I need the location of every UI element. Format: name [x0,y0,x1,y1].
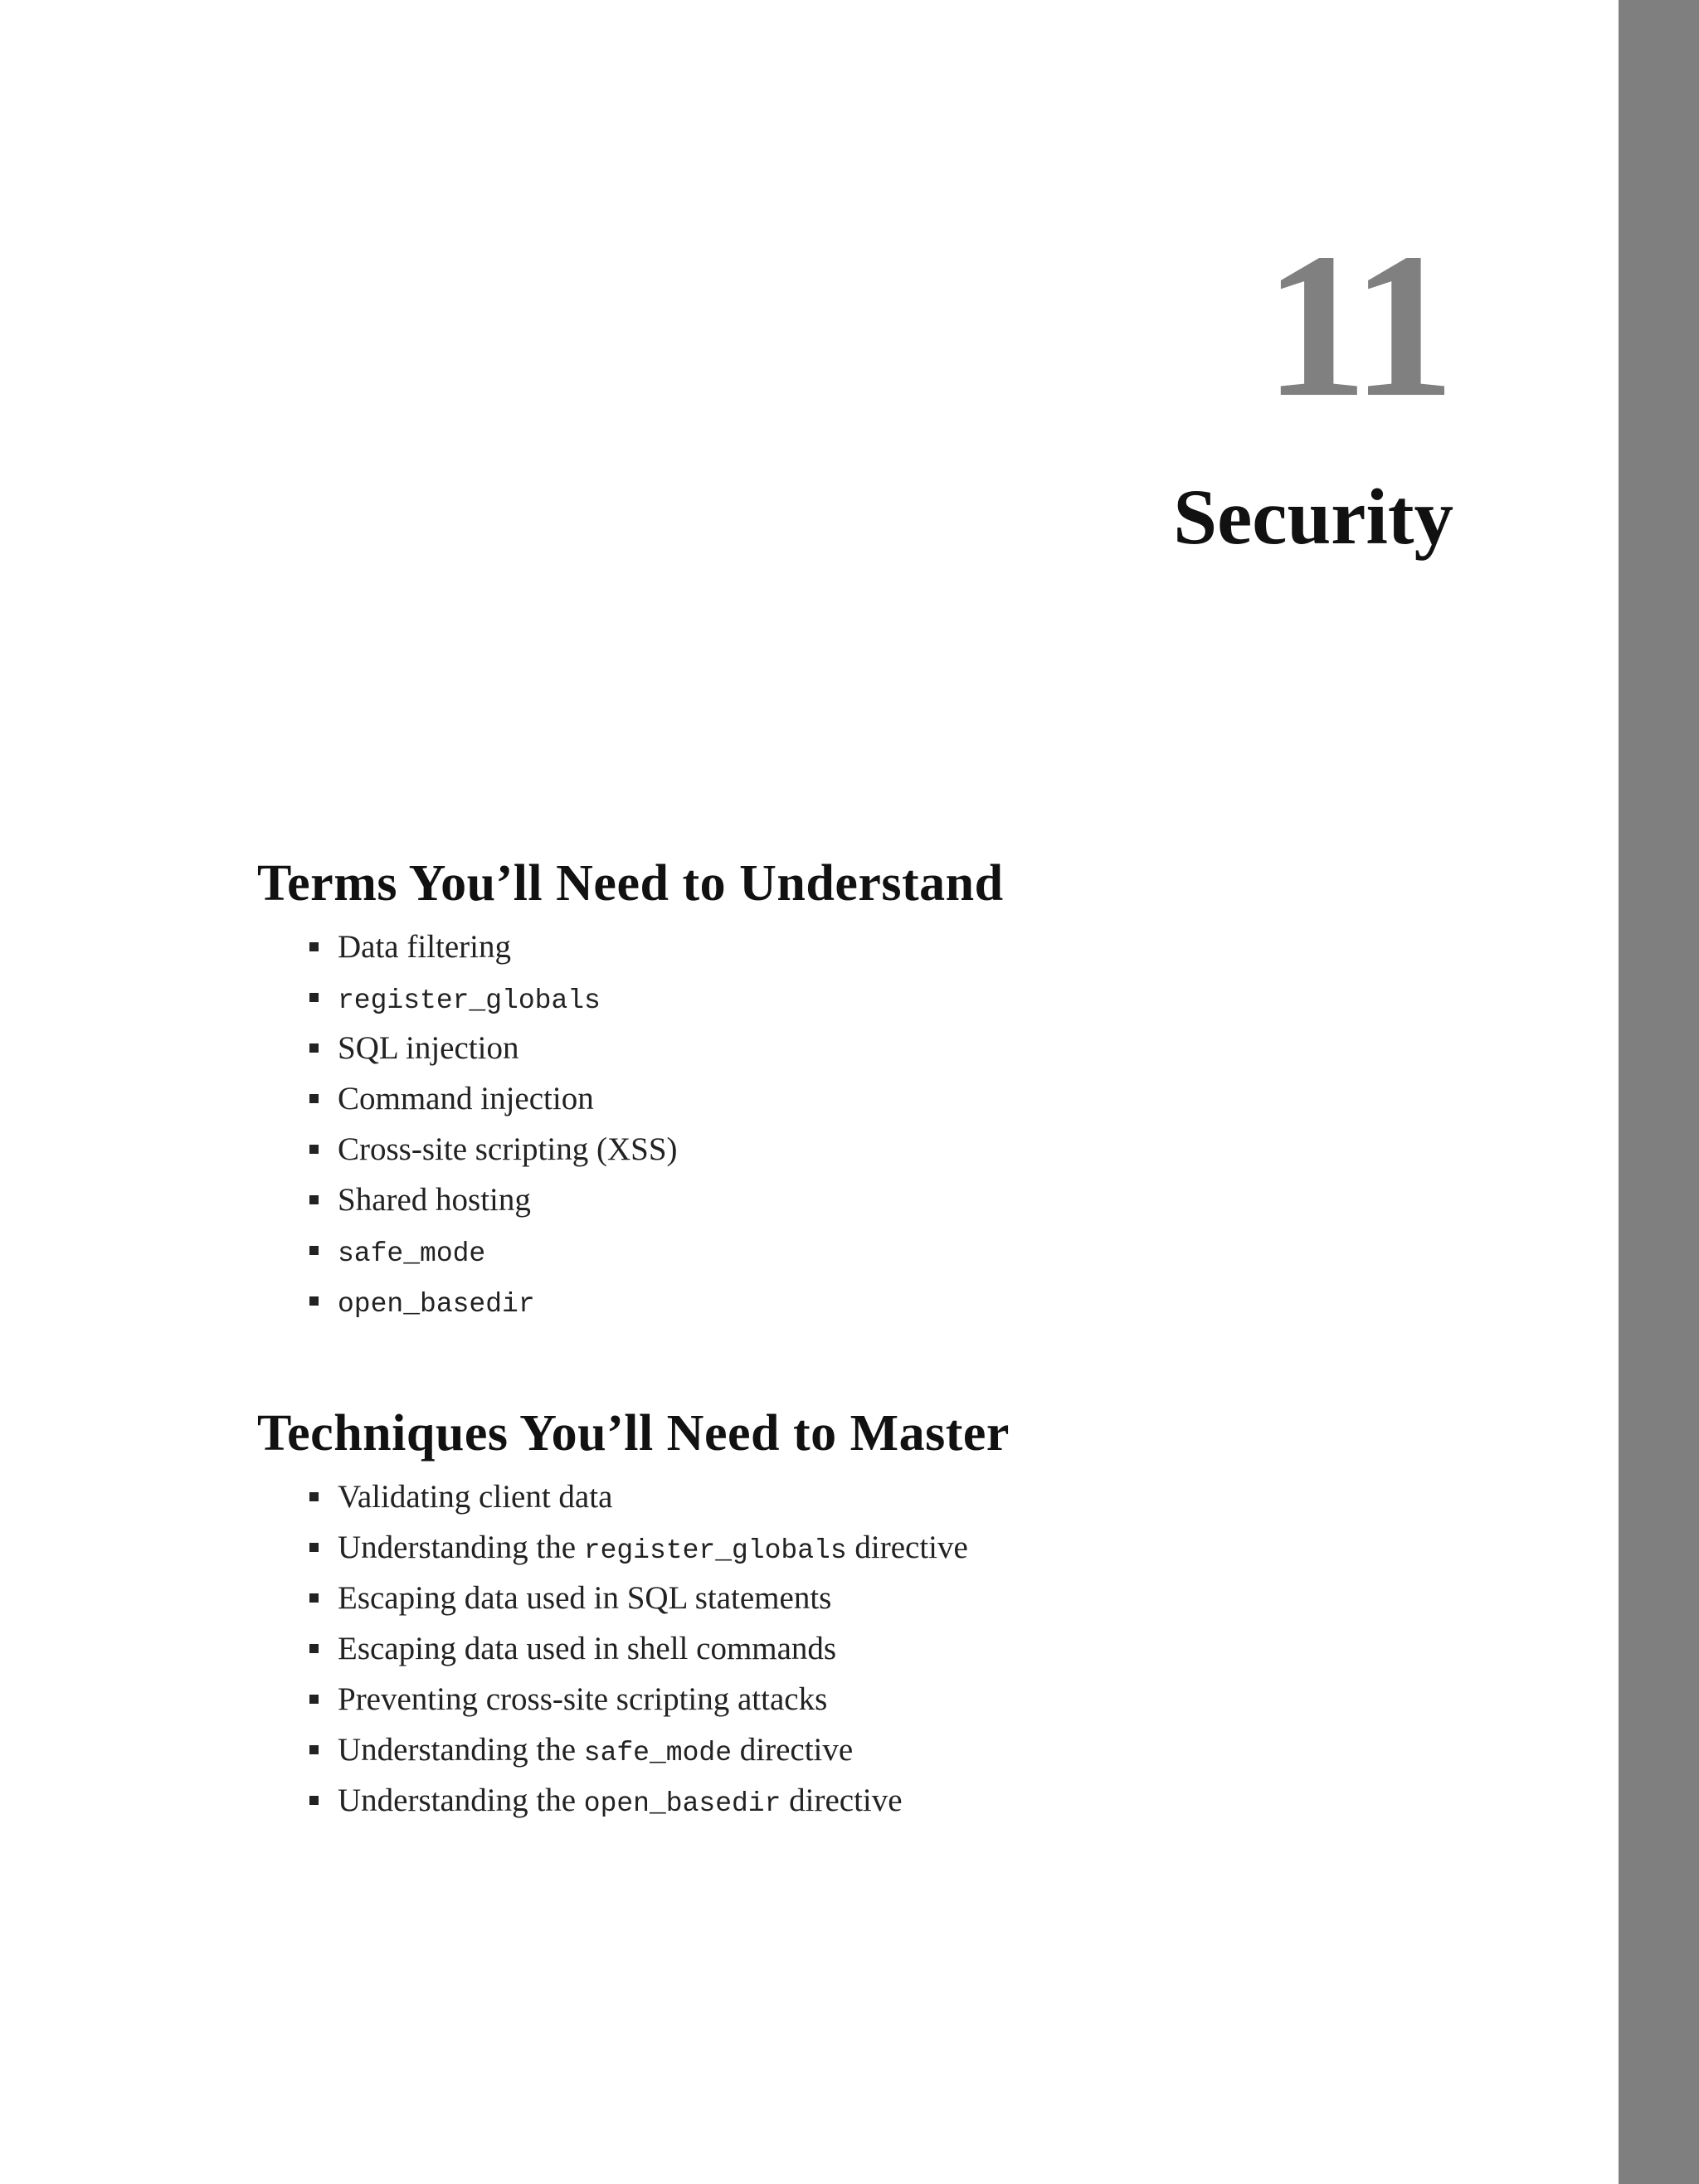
square-bullet-icon [309,1296,319,1306]
square-bullet-icon [309,1246,319,1255]
terms-list [257,922,1502,1326]
list-item [257,1522,1502,1573]
list-item-code: safe_mode [583,1738,732,1768]
square-bullet-icon [309,1796,319,1805]
list-item-text: directive [781,1783,903,1818]
techniques-list [257,1471,1502,1826]
list-item-text: directive [732,1732,854,1768]
list-item-text: Cross-site scripting (XSS) [338,1131,678,1167]
list-item-text: Escaping data used in SQL statements [338,1580,832,1616]
page-side-bar [1619,0,1699,2184]
list-item [257,1623,1502,1674]
square-bullet-icon [309,1695,319,1704]
list-item [257,1573,1502,1623]
square-bullet-icon [309,1145,319,1154]
square-bullet-icon [309,1593,319,1603]
square-bullet-icon [309,1094,319,1103]
list-item-text: Command injection [338,1081,594,1116]
list-item-text: Understanding the [338,1732,584,1768]
list-item [257,922,1502,972]
techniques-heading: Techniques You’ll Need to Master [257,1405,1010,1462]
list-item-text: Validating client data [338,1479,613,1515]
list-item [257,1276,1502,1326]
chapter-title: Security [1173,473,1453,561]
list-item [257,1674,1502,1724]
square-bullet-icon [309,942,319,951]
list-item-text: Understanding the [338,1530,584,1565]
list-item [257,1175,1502,1225]
square-bullet-icon [309,1745,319,1754]
list-item-text: SQL injection [338,1030,519,1066]
list-item-text: Escaping data used in shell commands [338,1631,837,1666]
square-bullet-icon [309,1043,319,1053]
list-item-code: safe_mode [338,1238,486,1269]
list-item-code: register_globals [338,985,601,1016]
list-item-text: Understanding the [338,1783,584,1818]
list-item [257,1724,1502,1775]
list-item-text: Data filtering [338,929,511,965]
techniques-section [257,1400,1502,1826]
chapter-number: 11 [1263,211,1450,440]
square-bullet-icon [309,993,319,1002]
list-item-code: open_basedir [583,1788,781,1819]
list-item-text: Shared hosting [338,1182,531,1218]
list-item-code: open_basedir [338,1289,535,1320]
square-bullet-icon [309,1195,319,1204]
list-item [257,1073,1502,1124]
list-item [257,972,1502,1023]
list-item-code: register_globals [583,1535,847,1566]
list-item [257,1023,1502,1073]
square-bullet-icon [309,1492,319,1501]
square-bullet-icon [309,1644,319,1653]
list-item-text: directive [846,1530,968,1565]
list-item [257,1225,1502,1276]
square-bullet-icon [309,1543,319,1552]
list-item-text: Preventing cross-site scripting attacks [338,1681,828,1717]
list-item [257,1471,1502,1522]
terms-heading: Terms You’ll Need to Understand [257,855,1004,912]
terms-section [257,850,1502,1326]
list-item [257,1124,1502,1175]
list-item [257,1775,1502,1826]
